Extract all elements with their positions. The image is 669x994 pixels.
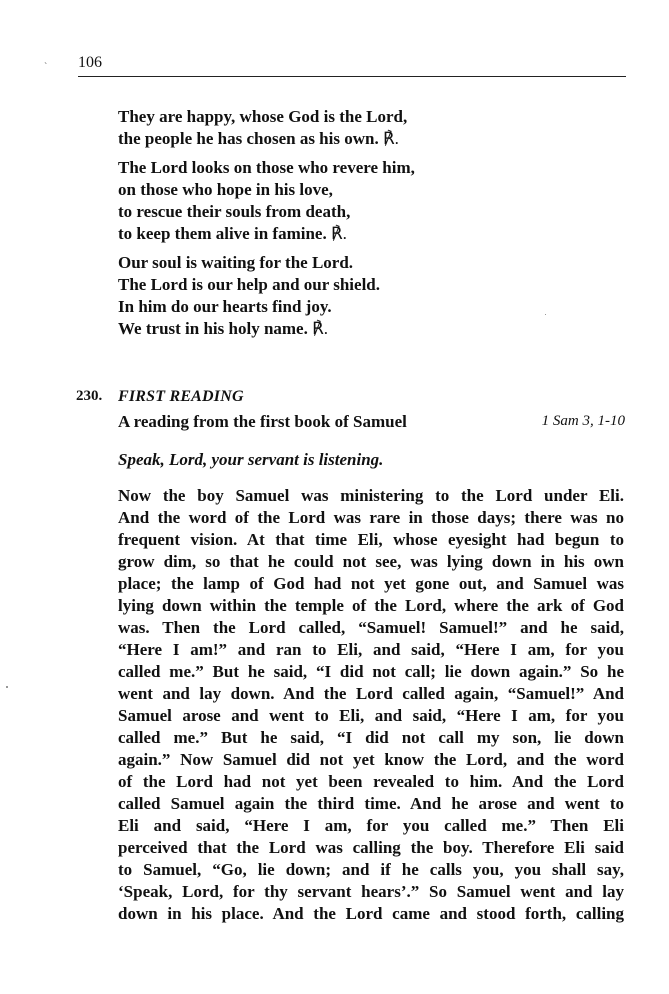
reading-body-line: of the Lord had not yet been revealed to him. And the Lord [118, 772, 624, 791]
header-rule [78, 76, 626, 77]
psalm-line [118, 318, 618, 340]
reading-body-line: ‘Speak, Lord, for thy servant hears’.” So Samuel went and lay [118, 882, 624, 901]
psalm-line-text: The Lord is our help and our shield. [118, 275, 381, 294]
psalm-line [118, 201, 618, 223]
psalm-line-text: on those who hope in his love, [118, 180, 333, 199]
psalm-line [118, 157, 618, 179]
reading-body-line: And the word of the Lord was rare in those days; there was no [118, 508, 624, 527]
reading-body-line: called me.” But he said, “I did not call; lie down again.” So he [118, 662, 624, 681]
reading-body-line: down in his place. And the Lord came and stood forth, calling [118, 904, 624, 923]
psalm-line-text: We trust in his holy name. [118, 319, 308, 338]
scan-speck [6, 686, 8, 688]
psalm-line-text: the people he has chosen as his own. [118, 129, 379, 148]
psalm-line [118, 252, 618, 274]
psalm-line [118, 128, 618, 150]
psalm-line [118, 296, 618, 318]
reading-body-line: again.” Now Samuel did not yet know the Lord, and the word [118, 750, 624, 769]
psalm-line [118, 179, 618, 201]
psalm-line-text: to rescue their souls from death, [118, 202, 351, 221]
psalm-line-text: The Lord looks on those who revere him, [118, 158, 415, 177]
psalm-line-text: In him do our hearts find joy. [118, 297, 332, 316]
psalm-stanzas [118, 106, 618, 347]
reading-body-line: grow dim, so that he could not see, was lying down in his own [118, 552, 624, 571]
reading-motto: Speak, Lord, your servant is listening. [118, 450, 384, 469]
psalm-line [118, 106, 618, 128]
reading-body-line: place; the lamp of God had not yet gone out, and Samuel was [118, 574, 624, 593]
psalm-line-text: to keep them alive in famine. [118, 224, 327, 243]
reading-source: A reading from the first book of Samuel [118, 412, 407, 431]
reading-body-line: Now the boy Samuel was ministering to the Lord under Eli. [118, 486, 624, 505]
response-symbol: ℟. [382, 129, 399, 148]
reading-heading: FIRST READING [118, 388, 244, 405]
reading-body-line: called Samuel again the third time. And he arose and went to [118, 794, 624, 813]
reading-body-line: Samuel arose and went to Eli, and said, “Here I am, for you [118, 706, 624, 725]
reading-body-line: to Samuel, “Go, lie down; and if he calls you, you shall say, [118, 860, 624, 879]
reading-body-line: “Here I am!” and ran to Eli, and said, “Here I am, for you [118, 640, 624, 659]
psalm-stanza [118, 106, 618, 150]
margin-mark: ` [44, 62, 48, 73]
reading-body-line: frequent vision. At that time Eli, whose eyesight had begun to [118, 530, 624, 549]
psalm-stanza [118, 252, 618, 340]
psalm-stanza [118, 157, 618, 245]
psalm-line-text: They are happy, whose God is the Lord, [118, 107, 408, 126]
reading-citation: 1 Sam 3, 1-10 [541, 413, 625, 429]
reading-body-line: lying down within the temple of the Lord, where the ark of God [118, 596, 624, 615]
reading-body [118, 485, 624, 925]
psalm-line-text: Our soul is waiting for the Lord. [118, 253, 354, 272]
reading-body-line: went and lay down. And the Lord called again, “Samuel!” And [118, 684, 624, 703]
response-symbol: ℟. [312, 319, 328, 338]
psalm-line [118, 223, 618, 245]
reading-body-line: was. Then the Lord called, “Samuel! Samuel!” and he said, [118, 618, 624, 637]
reading-body-line: Eli and said, “Here I am, for you called me.” Then Eli [118, 816, 624, 835]
page-number: 106 [78, 54, 102, 71]
reading-number: 230. [76, 388, 103, 404]
scan-speck [545, 314, 546, 315]
reading-body-line: called me.” But he said, “I did not call my son, lie down [118, 728, 624, 747]
reading-body-line: perceived that the Lord was calling the boy. Therefore Eli said [118, 838, 624, 857]
psalm-line [118, 274, 618, 296]
response-symbol: ℟. [330, 224, 347, 243]
